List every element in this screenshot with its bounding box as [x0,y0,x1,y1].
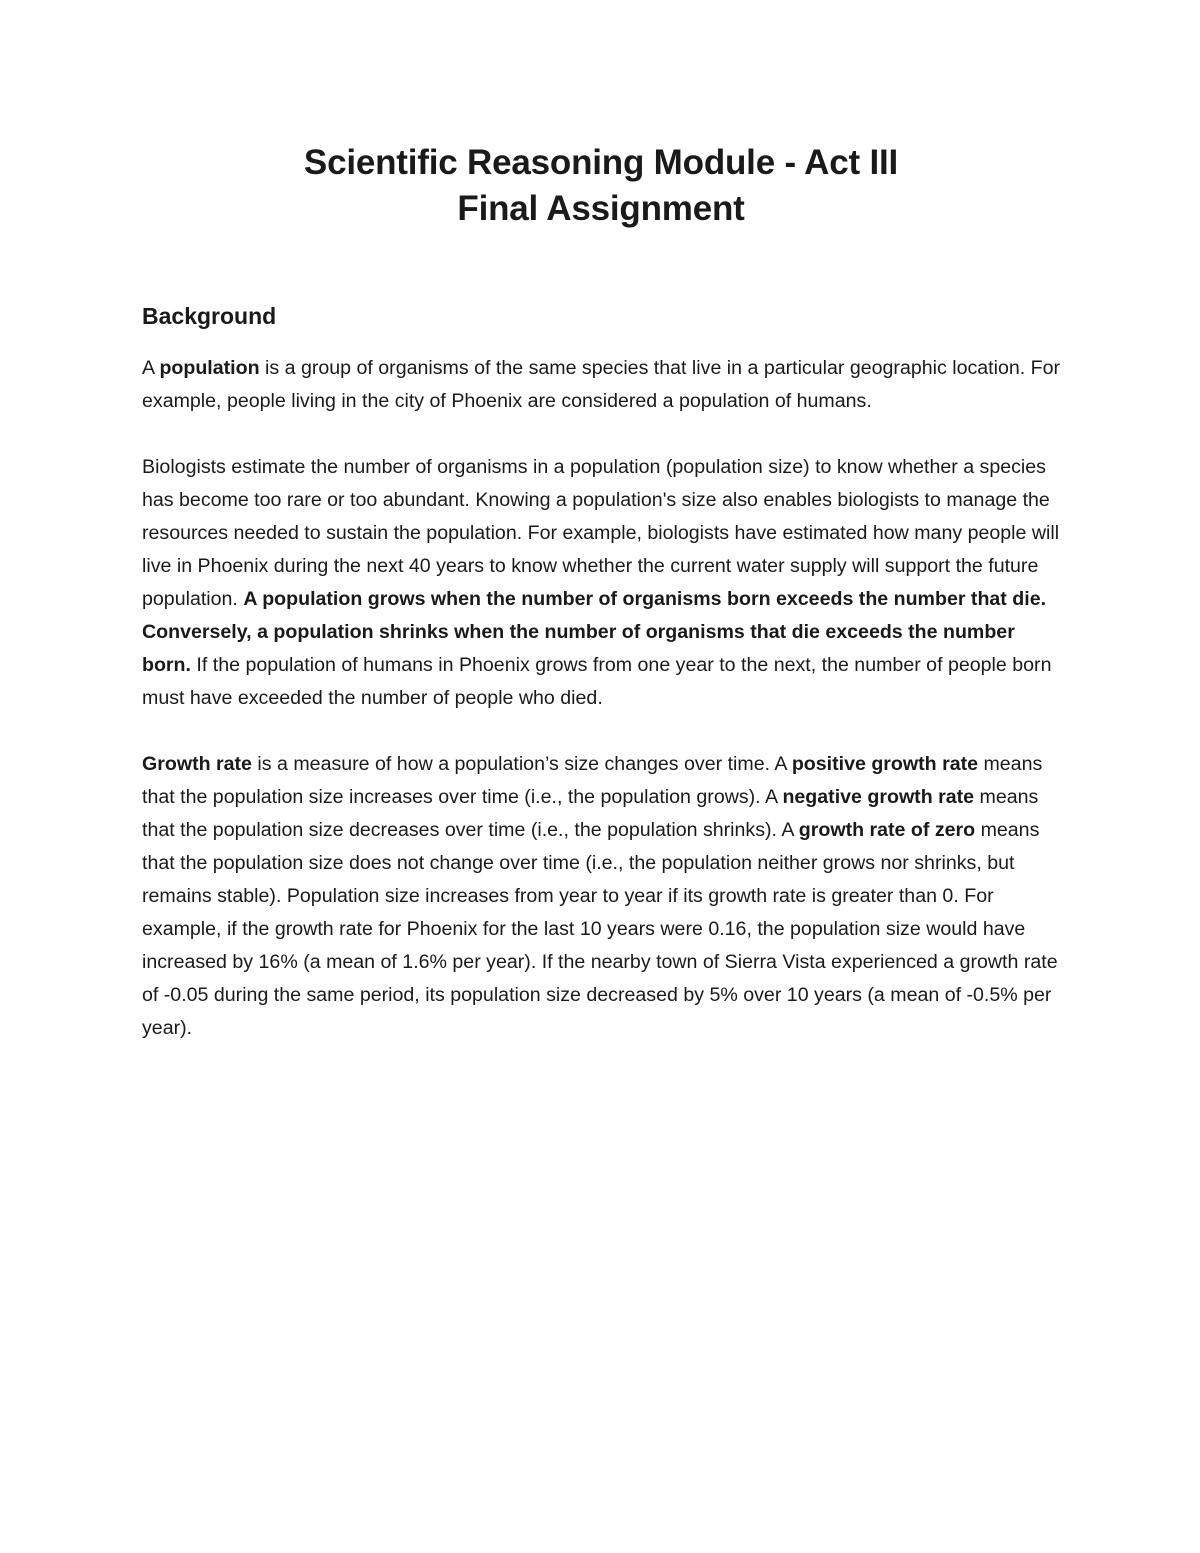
paragraph-growth-rate [142,748,1067,1045]
document-subtitle: Final Assignment [457,189,745,228]
run: is a group of organisms of the same species that live in a particular geographic location. For example, people living in the city of Phoenix are considered a population of humans. [142,357,1061,412]
section-heading-background: Background [142,303,277,329]
run-bold: positive growth rate [791,753,979,775]
run: means that the population size increases over time (i.e., the population grows). A [142,753,1043,808]
document-page [142,140,1067,1045]
run-bold: population [159,357,260,379]
title-block [142,140,1060,232]
run-bold: Growth rate [142,753,252,775]
run: means that the population size does not change over time (i.e., the population neither grows nor shrinks, but remains stable). Population size increases from year to year if its growth rate is greater than 0. For example, if the growth rate for Phoenix for the last 10 years were 0.16, the population size would have increased by 16% (a mean of 1.6% per year). If the nearby town of Sierra Vista experienced a growth rate of -0.05 during the same period, its population size decreased by 5% over 10 years (a mean of -0.5% per year). [142,819,1058,1039]
run-bold: A population grows when the number of organisms born exceeds the number that die. Conversely, a population shrinks when the number of organisms that die exceeds the number born. [142,588,1047,676]
run: A [142,357,160,379]
run: Biologists estimate the number of organisms in a population (population size) to know whether a species has become too rare or too abundant. Knowing a population's size also enables biologists to manage the resources needed to sustain the population. For example, biologists have estimated how many people will live in Phoenix during the next 40 years to know whether the current water supply will support the future population. [142,456,1060,610]
paragraph-population-definition [142,352,1067,418]
run-bold: negative growth rate [782,786,975,808]
paragraph-population-size [142,451,1067,715]
run-bold: growth rate of zero [798,819,976,841]
document-title: Scientific Reasoning Module - Act III [303,143,899,182]
run: means that the population size decreases over time (i.e., the population shrinks). A [142,786,1039,841]
run: is a measure of how a population’s size changes over time. A [251,753,792,775]
run: If the population of humans in Phoenix grows from one year to the next, the number of people born must have exceeded the number of people who died. [142,654,1052,709]
